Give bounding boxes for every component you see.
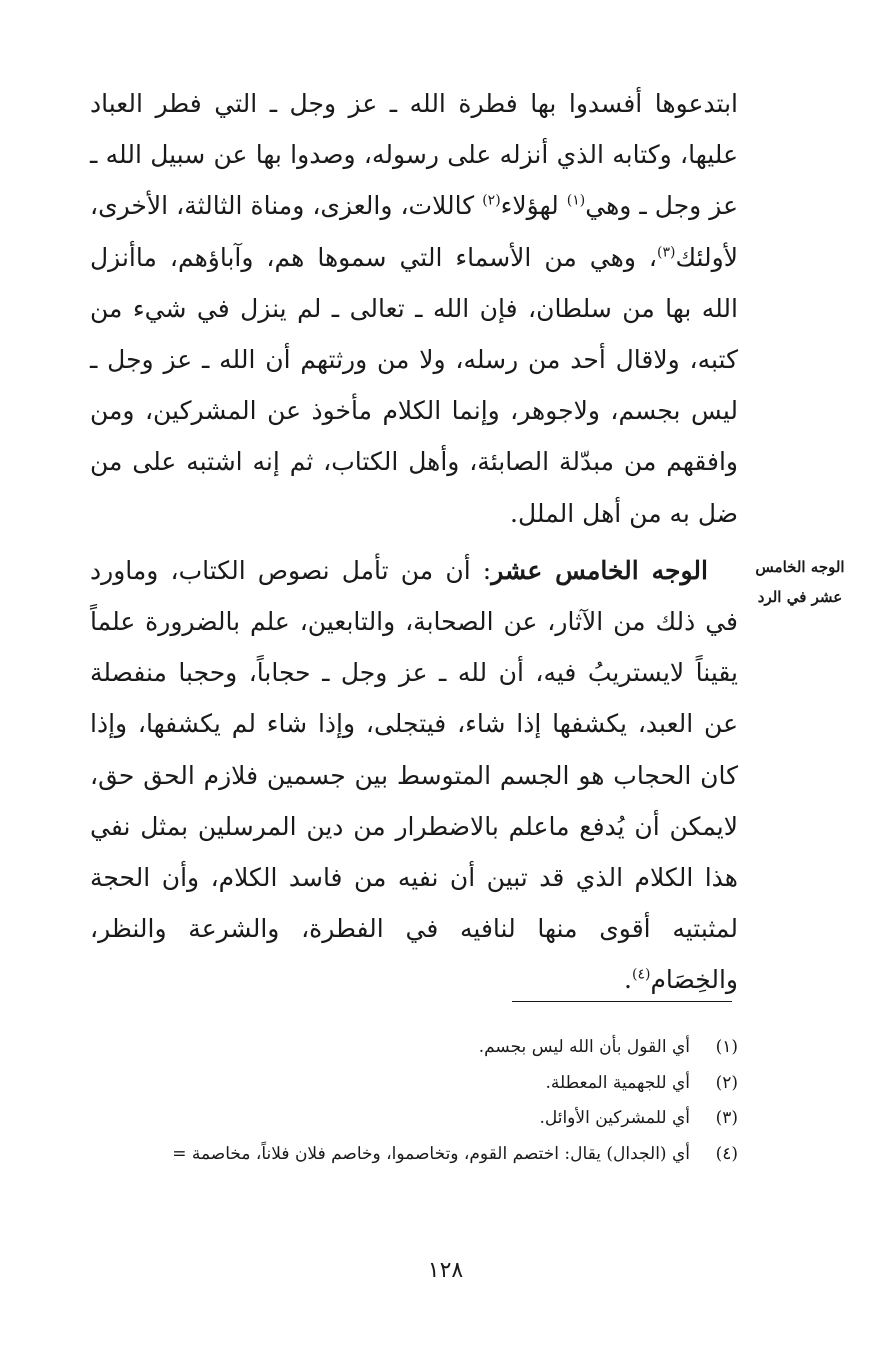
footnote-3	[20, 1101, 738, 1137]
footnote-text: أي للمشركين الأوائل.	[539, 1108, 690, 1128]
footnote-number: (٢)	[715, 1072, 738, 1093]
text-run: : أن من تأمل نصوص الكتاب، وماورد في ذلك من الآثار، عن الصحابة، والتابعين، علم بالضرورة علماً يقيناً لايستريبُ فيه، أن لله ـ عز وجل ـ حجاباً، وحجبا منفصلة عن العبد، يكشفها إذا شاء، فيتجلى، وإذا شاء لم يكشفها، وإذا كان الحجاب هو الجسم المتوسط بين جسمين فلازم الحق حق، لايمكن أن يُدفع ماعلم بالاضطرار من دين المرسلين بمثل نفي هذا الكلام الذي قد تبين أن نفيه من فاسد الكلام، وأن الحجة لمثبتيه أقوى منها لنافيه في الفطرة، والشرعة والنظر، والخِصَام	[90, 555, 738, 995]
margin-note	[740, 552, 860, 612]
text-run: كاللات، والعزى، ومناة الثالثة، الأخرى، لأولئك	[90, 191, 738, 272]
footnote-text: أي القول بأن الله ليس بجسم.	[478, 1037, 690, 1057]
footnote-marker-3[interactable]: (٣)	[656, 244, 676, 261]
footnote-4	[20, 1137, 738, 1173]
text-run: .	[624, 965, 632, 995]
page-number: ١٢٨	[427, 1258, 464, 1283]
footnote-marker-4[interactable]: (٤)	[631, 967, 651, 984]
margin-note-line-1: الوجه الخامس	[755, 558, 845, 576]
footnote-number: (٣)	[715, 1108, 738, 1128]
text-run: لهؤلاء	[500, 191, 567, 221]
main-text	[90, 78, 738, 1006]
footnote-separator	[512, 1001, 732, 1002]
footnote-marker-2[interactable]: (٢)	[482, 193, 501, 210]
text-run: ، وهي من الأسماء التي سموها هم، وآباؤهم، ماأنزل الله بها من سلطان، فإن الله ـ تعالى ـ لم ينزل في شيء من كتبه، ولاقال أحد من رسله، ولا من ورثتهم أن الله ـ عز وجل ـ ليس بجسم، ولاجوهر، وإنما الكلام مأخوذ عن المشركين، ومن وافقهم من مبدّلة الصابئة، وأهل الكتاب، ثم إنه اشتبه على من ضل به من أهل الملل.	[90, 242, 738, 528]
footnote-2	[20, 1066, 738, 1102]
footnote-marker-1[interactable]: (١)	[566, 193, 586, 210]
paragraph-1	[90, 78, 738, 539]
footnote-number: (١)	[715, 1037, 738, 1057]
footnote-text: أي (الجدال) يقال: اختصم القوم، وتخاصموا، وخاصم فلان فلاناً، مخاصمة =	[172, 1143, 690, 1164]
text-run: ابتدعوها أفسدوا بها فطرة الله ـ عز وجل ـ التي فطر العباد عليها، وكتابه الذي أنزله على رسوله، وصدوا بها عن سبيل الله ـ عز وجل ـ وهي	[90, 89, 739, 221]
footnotes	[20, 1030, 738, 1172]
footnote-number: (٤)	[715, 1143, 738, 1164]
margin-note-line-2: عشر في الرد	[757, 588, 843, 606]
footnote-text: أي للجهمية المعطلة.	[545, 1072, 690, 1093]
footnote-1	[20, 1030, 738, 1066]
paragraph-2	[90, 545, 738, 1006]
section-heading: الوجه الخامس عشر	[491, 555, 708, 585]
